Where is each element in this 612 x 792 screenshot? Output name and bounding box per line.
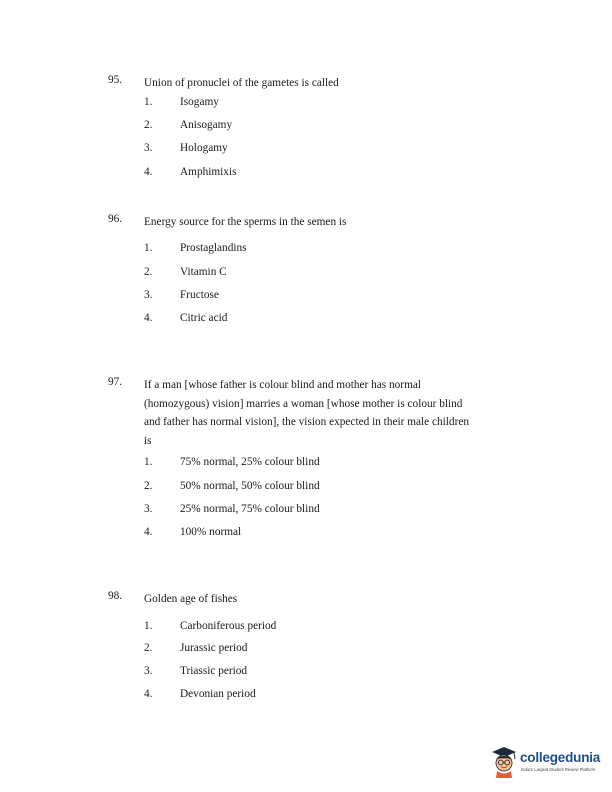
logo-tagline: India's Largest Student Review Platform (521, 767, 596, 772)
option-text: Vitamin C (180, 266, 227, 278)
option (0, 620, 612, 636)
question-97 (0, 376, 612, 538)
option-number: 3. (144, 142, 153, 154)
option (0, 503, 612, 519)
question-96 (0, 213, 612, 324)
option (0, 142, 612, 158)
option-text: Prostaglandins (180, 242, 247, 254)
option-text: Carboniferous period (180, 620, 277, 632)
question-text: If a man [whose father is colour blind and mother has normal (homozygous) vision] marries a woman [whose mother is colour blind and father has normal vision], the vision expected in their male children is (144, 379, 469, 447)
option (0, 166, 612, 182)
option-number: 4. (144, 166, 153, 178)
option-number: 2. (144, 480, 153, 492)
question-98 (0, 590, 612, 700)
option (0, 456, 612, 472)
option-number: 1. (144, 96, 153, 108)
option-text: Anisogamy (180, 119, 233, 131)
option-number: 3. (144, 665, 153, 677)
option-number: 4. (144, 526, 153, 538)
option-text: Hologamy (180, 142, 228, 154)
option (0, 480, 612, 496)
option-number: 1. (144, 620, 153, 632)
option-text: Jurassic period (180, 642, 248, 654)
question-number: 97. (108, 376, 123, 388)
option-text: 25% normal, 75% colour blind (180, 503, 320, 515)
option (0, 266, 612, 282)
logo-wordmark: collegedunia (520, 750, 601, 765)
option-text: Citric acid (180, 312, 228, 324)
option-number: 2. (144, 266, 153, 278)
option (0, 119, 612, 135)
option-text: Devonian period (180, 688, 256, 700)
question-text: Union of pronuclei of the gametes is called (144, 77, 339, 89)
question-text: Energy source for the sperms in the semen is (144, 216, 347, 228)
option-text: Isogamy (180, 96, 219, 108)
option-number: 1. (144, 456, 153, 468)
option-text: 75% normal, 25% colour blind (180, 456, 320, 468)
option (0, 526, 612, 542)
option-number: 2. (144, 119, 153, 131)
option-text: 100% normal (180, 526, 242, 538)
option-number: 1. (144, 242, 153, 254)
option-text: 50% normal, 50% colour blind (180, 480, 320, 492)
option-text: Triassic period (180, 665, 248, 677)
option-text: Amphimixis (180, 166, 237, 178)
option-number: 3. (144, 289, 153, 301)
option (0, 665, 612, 681)
option-number: 3. (144, 503, 153, 515)
question-number: 96. (108, 213, 123, 225)
question-number: 98. (108, 590, 123, 602)
student-mascot-icon (490, 744, 518, 778)
option-number: 4. (144, 688, 153, 700)
option-number: 4. (144, 312, 153, 324)
option (0, 688, 612, 704)
option (0, 96, 612, 112)
option-text: Fructose (180, 289, 219, 301)
option-number: 2. (144, 642, 153, 654)
option (0, 312, 612, 328)
option (0, 242, 612, 258)
option (0, 289, 612, 305)
question-text: Golden age of fishes (144, 593, 238, 605)
question-95 (0, 74, 612, 178)
question-number: 95. (108, 74, 123, 86)
option (0, 642, 612, 658)
collegedunia-logo[interactable] (490, 744, 610, 780)
